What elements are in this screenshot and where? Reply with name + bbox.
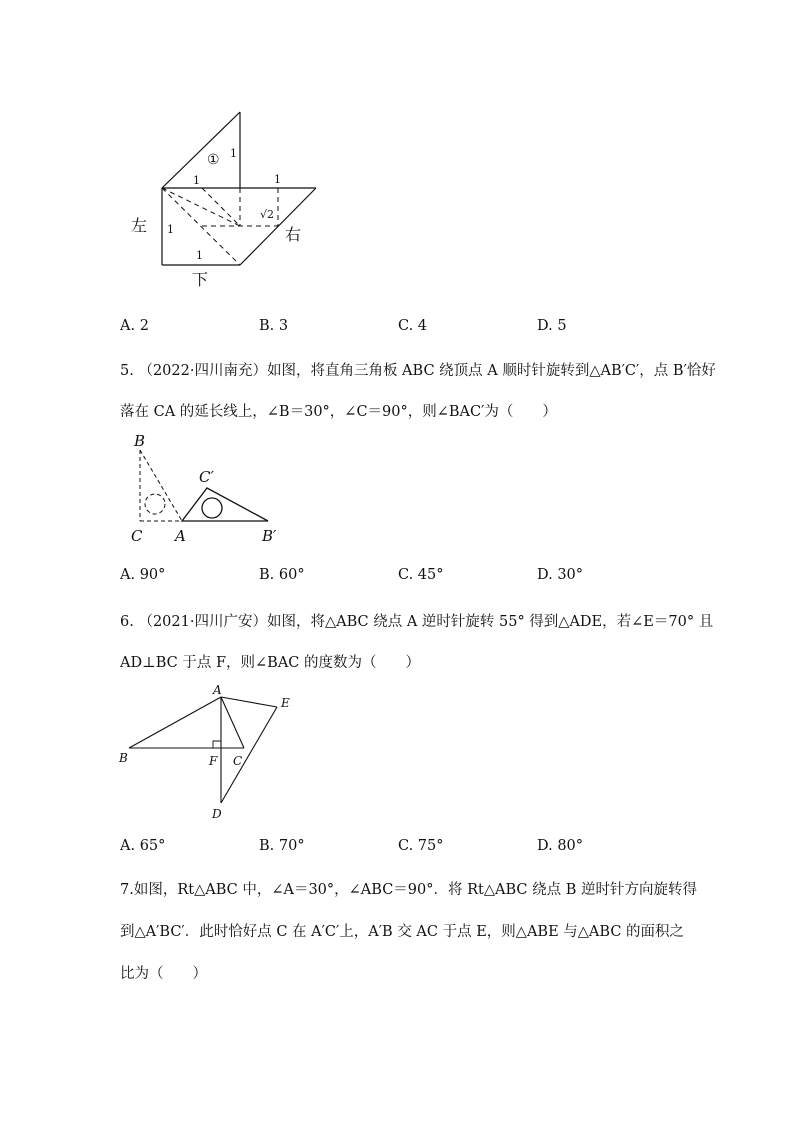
q7-stem-line1: 7.如图，Rt△ABC 中，∠A＝30°，∠ABC＝90°．将 Rt△ABC 绕点 B 逆时针方向旋转得 [120,882,697,898]
q5-stem-line2: 落在 CA 的延长线上，∠B＝30°，∠C＝90°，则∠BAC′为（ ） [120,404,557,420]
q6-label-f: F [209,754,218,768]
figure-q6-rotation [115,680,305,825]
q6-option-b[interactable]: B. 70° [259,838,305,854]
fig4-label-1: 1 [167,223,174,236]
fig4-label-1: 1 [274,173,281,186]
q7-stem-line3: 比为（ ） [120,966,207,982]
fig4-edge [162,112,240,188]
q6-option-d[interactable]: D. 80° [537,838,584,854]
q5-label-a: A [175,527,186,545]
fig4-label-left: 左 [131,216,148,235]
fig4-label-1: 1 [230,147,237,160]
fig4-label-1: 1 [193,174,200,187]
q5-stem-line1: 5. （2022·四川南充）如图，将直角三角板 ABC 绕顶点 A 顺时针旋转到△AB′C′，点 B′恰好 [120,363,716,379]
fig4-dashed [202,188,240,226]
q4-option-a[interactable]: A. 2 [120,318,149,334]
q6-label-b: B [119,751,128,765]
fig4-label-down: 下 [192,270,209,289]
q5-label-b: B [134,432,146,450]
figure-q4-net [120,100,340,300]
fig4-label-sqrt2: √2 [260,208,275,221]
q5-label-c-prime: C′ [199,468,214,486]
q6-option-c[interactable]: C. 75° [398,838,444,854]
fig4-circle-number: ① [207,152,220,168]
fig4-dashed [162,188,240,226]
q5-option-a[interactable]: A. 90° [120,567,166,583]
q4-option-c[interactable]: C. 4 [398,318,428,334]
q5-option-c[interactable]: C. 45° [398,567,444,583]
q6-option-a[interactable]: A. 65° [120,838,166,854]
q6-label-d: D [212,807,222,821]
q6-label-a: A [213,683,222,697]
figure-q5-triangles [120,428,300,548]
fig4-label-1: 1 [196,249,203,262]
q4-option-b[interactable]: B. 3 [259,318,289,334]
q7-stem-line2: 到△A′BC′．此时恰好点 C 在 A′C′上，A′B 交 AC 于点 E，则△ABE 与△ABC 的面积之 [120,924,685,940]
q5-option-b[interactable]: B. 60° [259,567,305,583]
fig4-label-right: 右 [285,225,302,244]
q6-label-e: E [281,696,290,710]
q4-option-d[interactable]: D. 5 [537,318,567,334]
q5-label-b-prime: B′ [262,527,277,545]
q6-stem-line1: 6. （2021·四川广安）如图，将△ABC 绕点 A 逆时针旋转 55° 得到△ADE，若∠E＝70° 且 [120,614,714,630]
q5-option-d[interactable]: D. 30° [537,567,584,583]
q6-stem-line2: AD⊥BC 于点 F，则∠BAC 的度数为（ ） [120,655,421,671]
q6-label-c: C [233,754,243,768]
q5-label-c: C [131,527,143,545]
